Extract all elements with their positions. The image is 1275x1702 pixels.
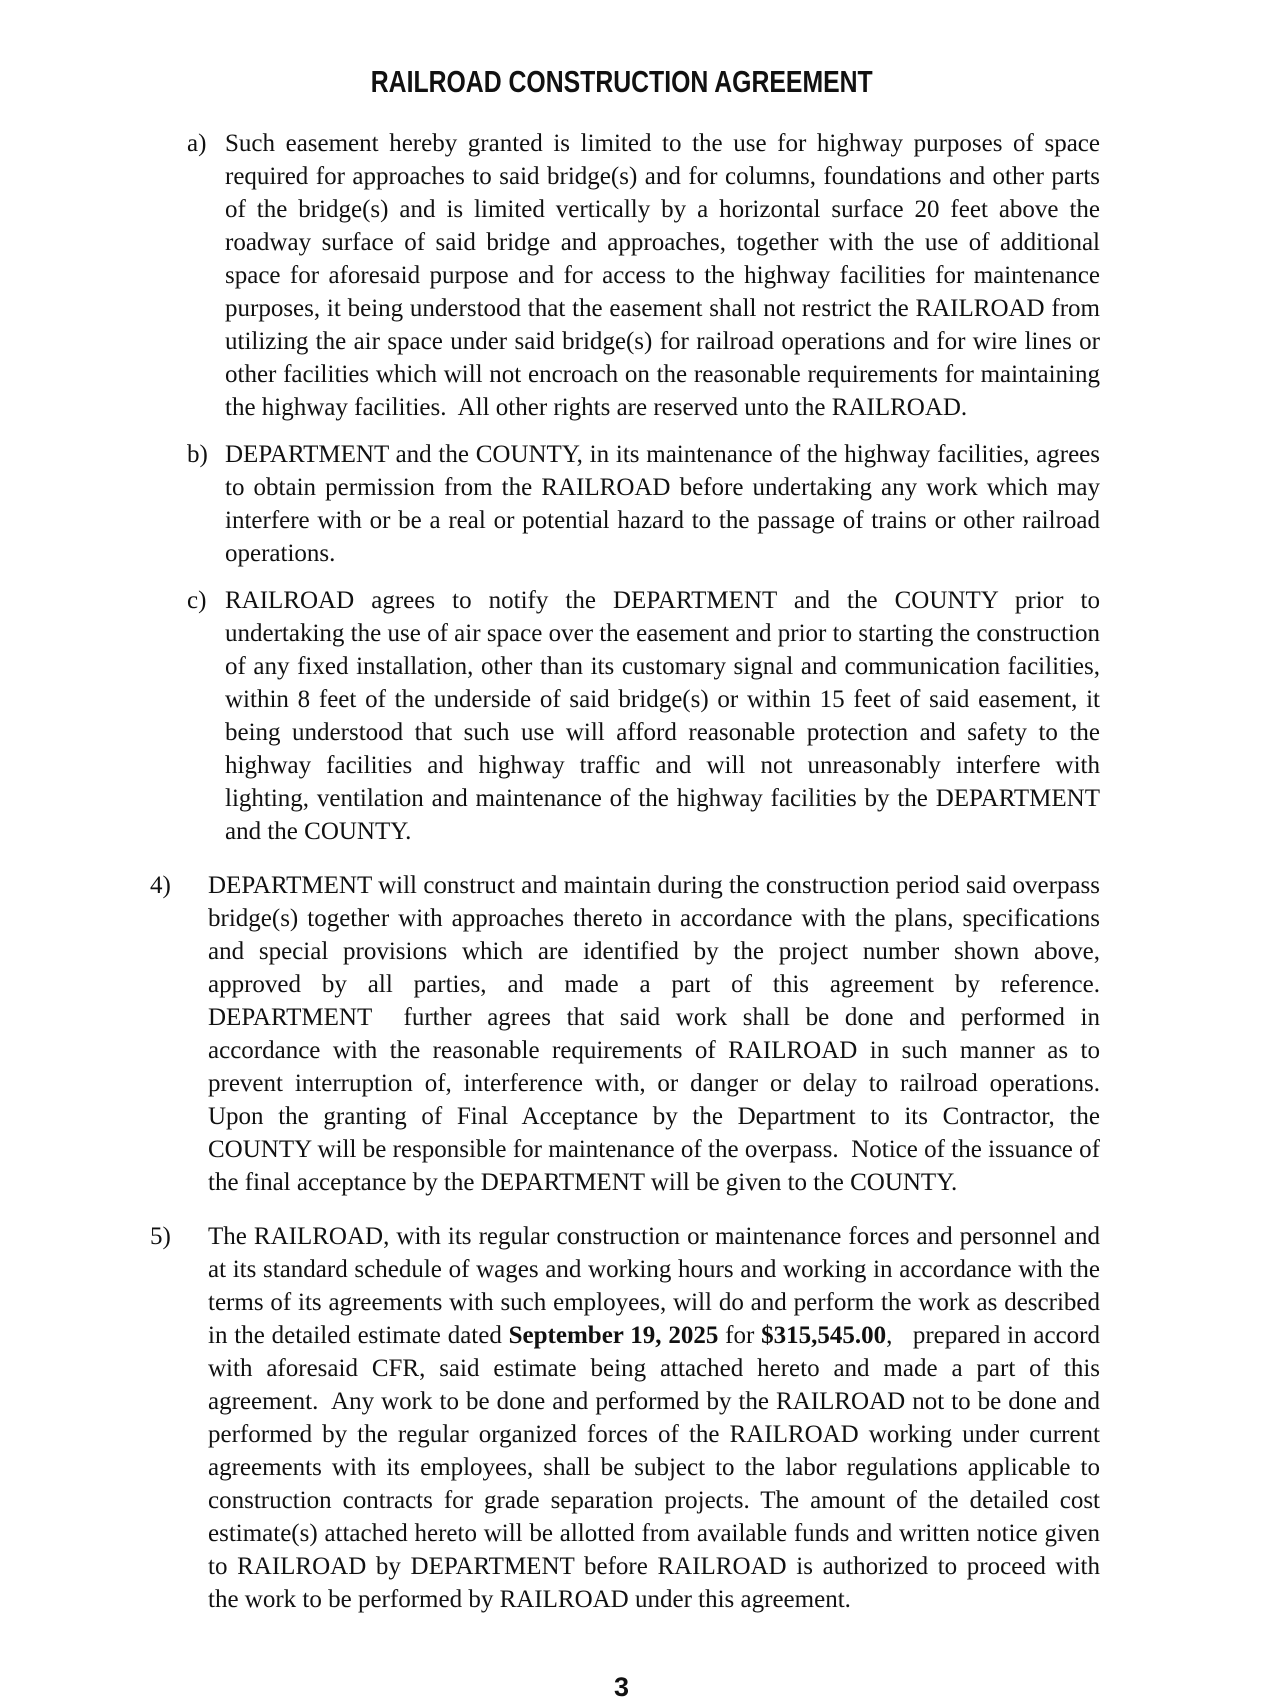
clause-c-text: RAILROAD agrees to notify the DEPARTMENT and the COUNTY prior to undertaking the use of air space over the easement and prior to starting the construction of any fixed installation, other than its customary signal and communication facilities, within 8 feet of the underside of said bridge(s) or within 15 feet of said easement, it being understood that such use will afford reasonable protection and safety to the highway facilities and highway traffic and will not unreasonably interfere with lighting, ventilation and maintenance of the highway facilities by the DEPARTMENT and the COUNTY. — [225, 587, 1100, 845]
clause-b — [187, 438, 1100, 570]
document-header — [143, 64, 1100, 101]
clause-4-text: DEPARTMENT will construct and maintain during the construction period said overpass bridge(s) together with approaches thereto in accordance with the plans, specifications and special provisions which are identified by the project number shown above, approved by all parties, and made a part of this agreement by reference. DEPARTMENT further agrees that said work shall be done and performed in accordance with the reasonable requirements of RAILROAD in such manner as to prevent interruption of, interference with, or danger or delay to railroad operations. Upon the granting of Final Acceptance by the Department to its Contractor, the COUNTY will be responsible for maintenance of the overpass. Notice of the issuance of the final acceptance by the DEPARTMENT will be given to the COUNTY. — [208, 872, 1100, 1196]
clause-4-label: 4) — [150, 872, 171, 899]
estimate-amount-value: $315,545.00 — [761, 1322, 887, 1349]
clause-a-label: a) — [187, 130, 207, 157]
clause-c-label: c) — [187, 587, 207, 614]
page-number: 3 — [613, 1672, 630, 1702]
clause-b-label: b) — [187, 441, 208, 468]
document-title: RAILROAD CONSTRUCTION AGREEMENT — [370, 64, 873, 99]
clause-4 — [150, 869, 1100, 1199]
clause-5-text-segment: for — [718, 1322, 762, 1349]
clause-5-label: 5) — [150, 1223, 171, 1250]
clause-5-text-segment: The RAILROAD, with its regular construction or maintenance forces and personnel and at its standard schedule of wages and working hours and working in accordance with the terms of its agreements with such employees, will do and perform the work as described in the detailed estimate dated — [208, 1223, 1100, 1349]
clause-c — [187, 584, 1100, 848]
clause-b-text: DEPARTMENT and the COUNTY, in its maintenance of the highway facilities, agrees to obtain permission from the RAILROAD before undertaking any work which may interfere with or be a real or potential hazard to the passage of trains or other railroad operations. — [225, 441, 1100, 567]
clause-5-text-segment: , prepared in accord with aforesaid CFR, said estimate being attached hereto and made a part of this agreement. Any work to be done and performed by the RAILROAD not to be done and performed by the regular organized forces of the RAILROAD working under current agreements with its employees, shall be subject to the labor regulations applicable to construction contracts for grade separation projects. The amount of the detailed cost estimate(s) attached hereto will be allotted from available funds and written notice given to RAILROAD by DEPARTMENT before RAILROAD is authorized to proceed with the work to be performed by RAILROAD under this agreement. — [208, 1322, 1100, 1613]
estimate-date-value: September 19, 2025 — [508, 1322, 719, 1349]
clause-a-text: Such easement hereby granted is limited to the use for highway purposes of space required for approaches to said bridge(s) and for columns, foundations and other parts of the bridge(s) and is limited vertically by a horizontal surface 20 feet above the roadway surface of said bridge and approaches, together with the use of additional space for aforesaid purpose and for access to the highway facilities for maintenance purposes, it being understood that the easement shall not restrict the RAILROAD from utilizing the air space under said bridge(s) for railroad operations and for wire lines or other facilities which will not encroach on the reasonable requirements for maintaining the highway facilities. All other rights are reserved unto the RAILROAD. — [225, 130, 1100, 421]
clause-5 — [150, 1220, 1100, 1616]
clause-5-text — [208, 1220, 1100, 1616]
clause-a — [187, 127, 1100, 424]
